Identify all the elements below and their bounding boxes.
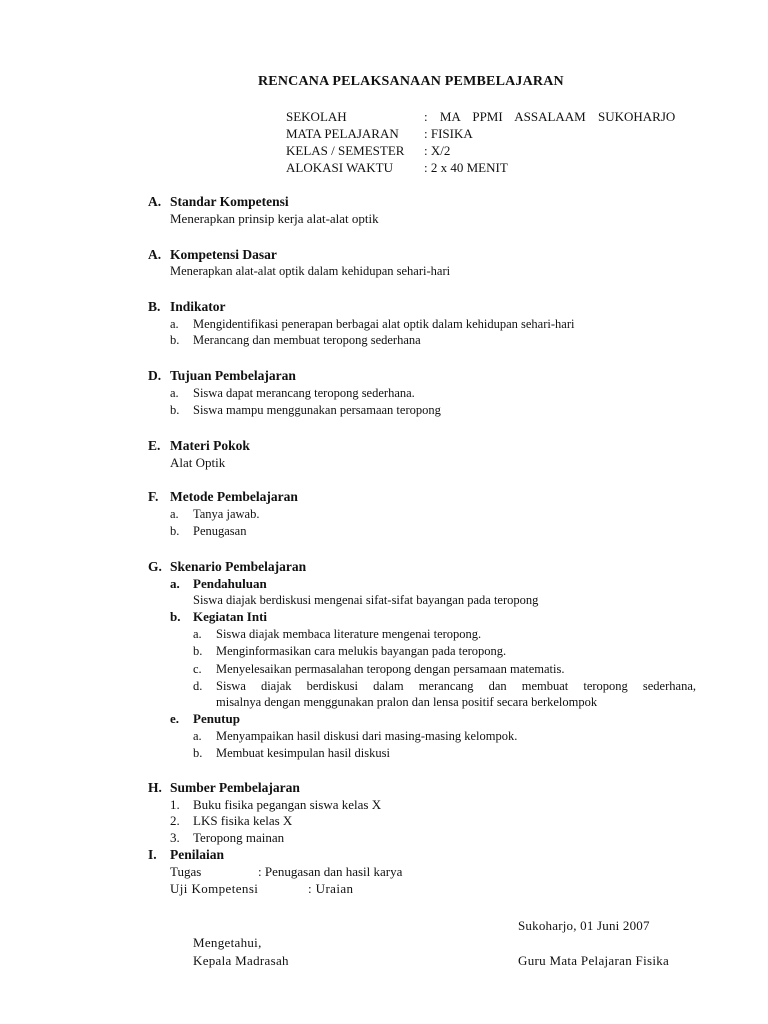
section-title: Tujuan Pembelajaran: [170, 368, 296, 383]
teacher-role: Guru Mata Pelajaran Fisika: [518, 953, 670, 968]
list-marker: b.: [170, 524, 180, 538]
list-item: Siswa mampu menggunakan persamaan teropong: [193, 403, 441, 417]
list-item: Buku fisika pegangan siswa kelas X: [193, 797, 382, 812]
info-row-alokasi-waktu: [286, 159, 698, 176]
section-letter: A.: [148, 194, 162, 209]
section-letter: F.: [148, 489, 159, 504]
info-row-sekolah: [286, 108, 698, 125]
list-marker: b.: [193, 644, 203, 658]
list-marker: a.: [193, 729, 202, 743]
list-item: Membuat kesimpulan hasil diskusi: [216, 746, 390, 760]
section-title: Skenario Pembelajaran: [170, 559, 307, 574]
subsection-text: Siswa diajak berdiskusi mengenai sifat-sifat bayangan pada teropong: [193, 593, 539, 607]
list-item: Menyampaikan hasil diskusi dari masing-masing kelompok.: [216, 729, 518, 743]
list-item: Siswa diajak berdiskusi dalam merancang dan membuat teropong sederhana,: [216, 679, 696, 693]
list-item: Mengidentifikasi penerapan berbagai alat optik dalam kehidupan sehari-hari: [193, 317, 575, 331]
list-marker: a.: [170, 507, 179, 521]
assessment-value: : Penugasan dan hasil karya: [258, 864, 403, 879]
list-item: Teropong mainan: [193, 830, 285, 845]
section-letter: G.: [148, 559, 162, 574]
list-marker: c.: [193, 662, 202, 676]
subsection-title: Kegiatan Inti: [193, 609, 268, 624]
list-marker: a.: [193, 627, 202, 641]
list-marker: b.: [170, 403, 180, 417]
section-letter: B.: [148, 299, 161, 314]
info-row-kelas-semester: [286, 142, 698, 159]
headmaster-role: Kepala Madrasah: [193, 953, 289, 968]
subsection-marker: b.: [170, 609, 181, 624]
assessment-label: Uji Kompetensi: [170, 881, 259, 896]
list-item: Menginformasikan cara melukis bayangan pada teropong.: [216, 644, 507, 658]
section-title: Penilaian: [170, 847, 225, 862]
subsection-title: Pendahuluan: [193, 576, 267, 591]
subsection-marker: a.: [170, 576, 180, 591]
info-value: : MA PPMI ASSALAAM SUKOHARJO: [424, 109, 676, 124]
section-title: Kompetensi Dasar: [170, 247, 277, 262]
section-letter: H.: [148, 780, 162, 795]
section-text: Alat Optik: [170, 455, 226, 470]
section-letter: I.: [148, 847, 157, 862]
info-label: MATA PELAJARAN: [286, 126, 399, 141]
list-marker: a.: [170, 317, 179, 331]
list-marker: b.: [170, 333, 180, 347]
document-title: RENCANA PELAKSANAAN PEMBELAJARAN: [258, 74, 564, 89]
section-letter: E.: [148, 438, 161, 453]
list-item: LKS fisika kelas X: [193, 813, 293, 828]
list-item: Penugasan: [193, 524, 247, 538]
info-label: ALOKASI WAKTU: [286, 160, 394, 175]
section-title: Indikator: [170, 299, 226, 314]
info-value: : FISIKA: [424, 126, 473, 141]
section-title: Materi Pokok: [170, 438, 250, 453]
list-marker: 2.: [170, 813, 180, 828]
info-label: SEKOLAH: [286, 109, 347, 124]
subsection-title: Penutup: [193, 711, 240, 726]
list-item: Menyelesaikan permasalahan teropong dengan persamaan matematis.: [216, 662, 565, 676]
section-text: Menerapkan prinsip kerja alat-alat optik: [170, 211, 379, 226]
section-letter: D.: [148, 368, 162, 383]
section-letter: A.: [148, 247, 162, 262]
info-value: : 2 x 40 MENIT: [424, 160, 508, 175]
subsection-marker: e.: [170, 711, 180, 726]
list-marker: a.: [170, 386, 179, 400]
info-label: KELAS / SEMESTER: [286, 143, 405, 158]
mengetahui-label: Mengetahui,: [193, 935, 262, 950]
list-marker: d.: [193, 679, 203, 693]
list-item: Merancang dan membuat teropong sederhana: [193, 333, 421, 347]
info-row-mata-pelajaran: [286, 125, 698, 142]
assessment-label: Tugas: [170, 864, 202, 879]
section-title: Metode Pembelajaran: [170, 489, 298, 504]
info-value: : X/2: [424, 143, 451, 158]
list-marker: 1.: [170, 797, 180, 812]
list-item: Siswa dapat merancang teropong sederhana.: [193, 386, 415, 400]
list-marker: b.: [193, 746, 203, 760]
section-title: Standar Kompetensi: [170, 194, 289, 209]
list-item: Siswa diajak membaca literature mengenai teropong.: [216, 627, 482, 641]
list-item: Tanya jawab.: [193, 507, 260, 521]
list-marker: 3.: [170, 830, 180, 845]
list-item-continuation: misalnya dengan menggunakan pralon dan lensa positif secara berkelompok: [216, 695, 598, 709]
place-date: Sukoharjo, 01 Juni 2007: [518, 918, 650, 933]
section-title: Sumber Pembelajaran: [170, 780, 300, 795]
section-text: Menerapkan alat-alat optik dalam kehidupan sehari-hari: [170, 264, 451, 278]
assessment-value: : Uraian: [308, 881, 354, 896]
